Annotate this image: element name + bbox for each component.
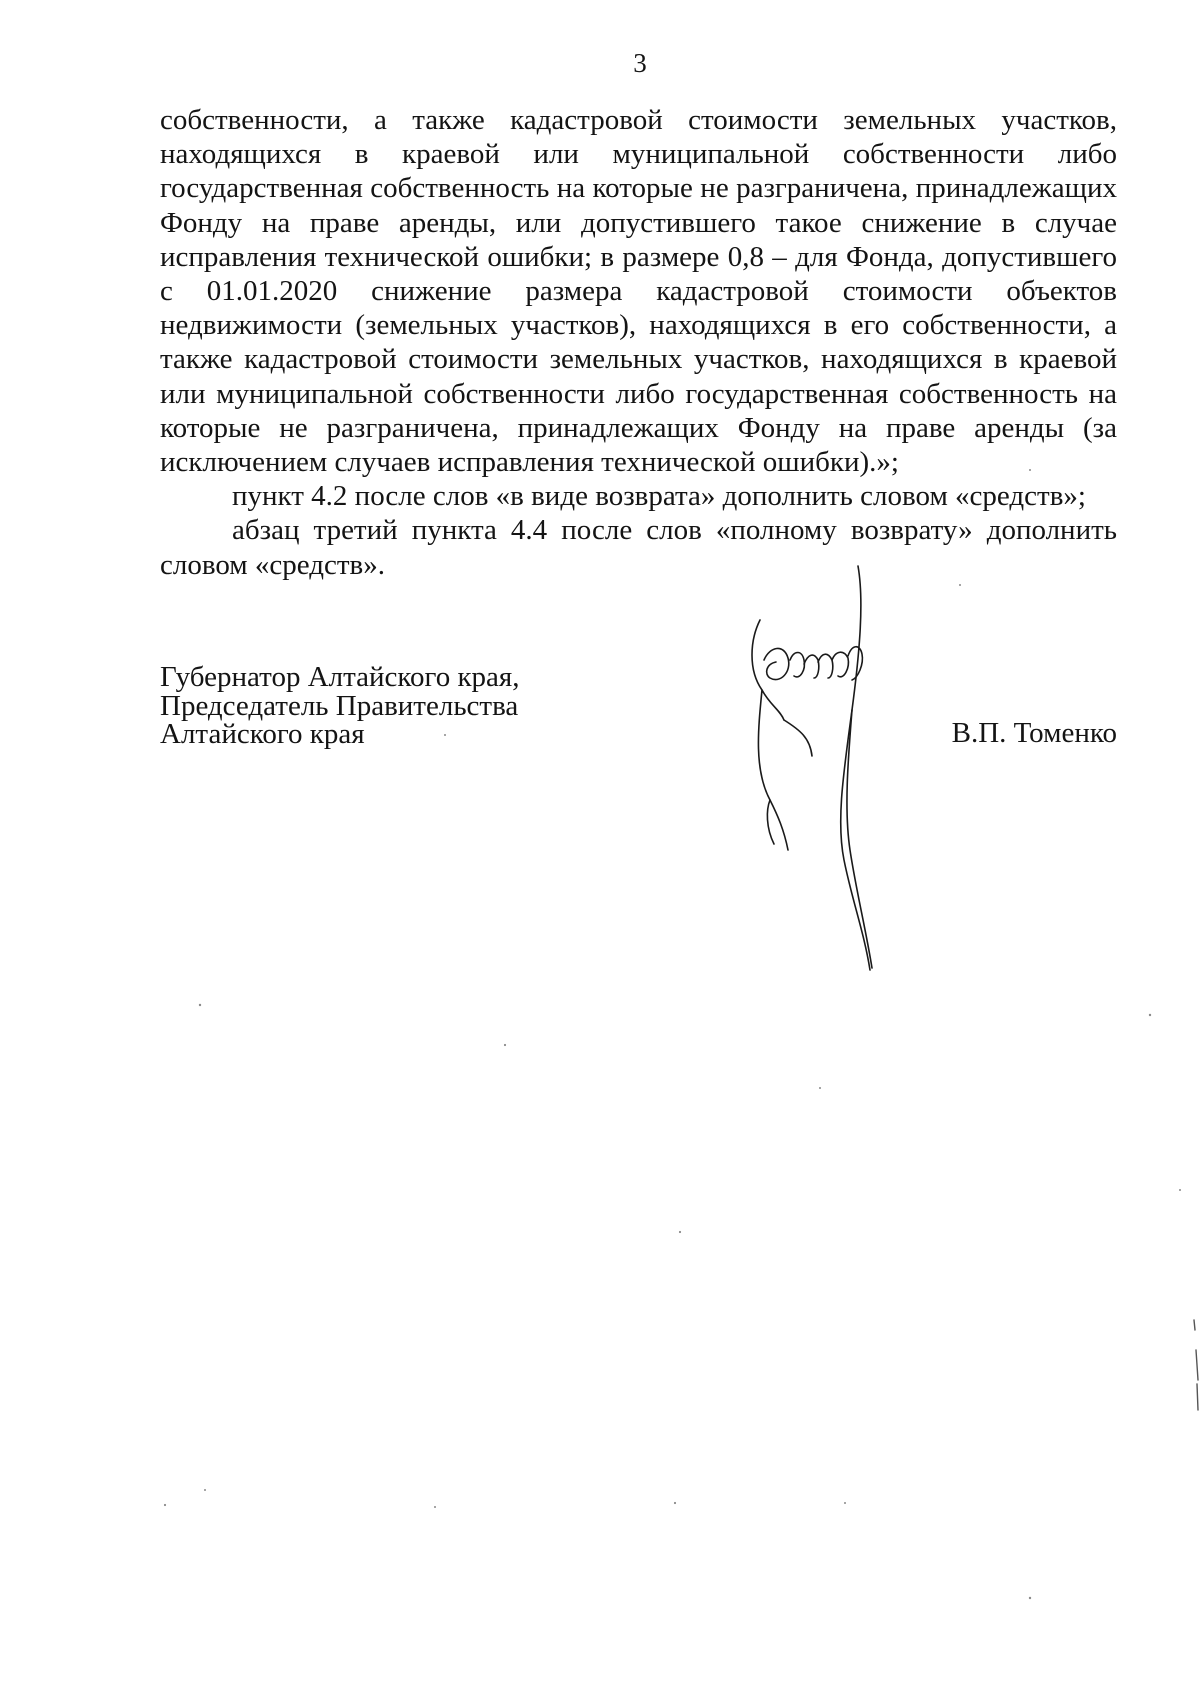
- handwritten-signature: [740, 560, 930, 980]
- text-line: с 01.01.2020 снижение размера кадастровой стоимости объектов: [160, 275, 1117, 308]
- text-line: пункт 4.2 после слов «в виде возврата» дополнить словом «средств»;: [232, 480, 1086, 513]
- page-number: 3: [633, 48, 647, 78]
- text-line: недвижимости (земельных участков), находящихся в его собственности, а: [160, 309, 1117, 342]
- document-body: [160, 103, 1117, 582]
- paragraph-amendment-4-4-end: [160, 548, 1117, 582]
- text-line: Фонду на праве аренды, или допустившего такое снижение в случае: [160, 206, 1117, 239]
- text-line: собственности, а также кадастровой стоимости земельных участков,: [160, 104, 1117, 136]
- signer-position-line: Губернатор Алтайского края,: [160, 661, 520, 693]
- text-line: которые не разграничена, принадлежащих Фонду на праве аренды (за: [160, 411, 1117, 444]
- signer-position-line: Председатель Правительства: [160, 689, 519, 722]
- text-line: абзац третий пункта 4.4 после слов «полному возврату» дополнить: [232, 514, 1117, 547]
- text-line: государственная собственность на которые не разграничена, принадлежащих: [160, 172, 1117, 205]
- paragraph-continuation: [160, 103, 1117, 445]
- text-line: находящихся в краевой или муниципальной собственности либо: [160, 138, 1117, 171]
- text-line: исключением случаев исправления технической ошибки).»;: [160, 446, 899, 479]
- paragraph-amendment-4-2: [160, 479, 1117, 513]
- text-line: также кадастровой стоимости земельных участков, находящихся в краевой: [160, 343, 1117, 376]
- text-line: исправления технической ошибки; в размере 0,8 – для Фонда, допустившего: [160, 240, 1117, 273]
- signer-name: В.П. Томенко: [951, 717, 1117, 749]
- paragraph-amendment-4-4: [160, 513, 1117, 547]
- signer-position: [160, 663, 520, 749]
- text-line: или муниципальной собственности либо государственная собственность на: [160, 377, 1117, 410]
- signer-position-line: Алтайского края: [160, 718, 365, 750]
- paragraph-continuation-end: [160, 445, 1117, 479]
- text-line: словом «средств».: [160, 548, 385, 581]
